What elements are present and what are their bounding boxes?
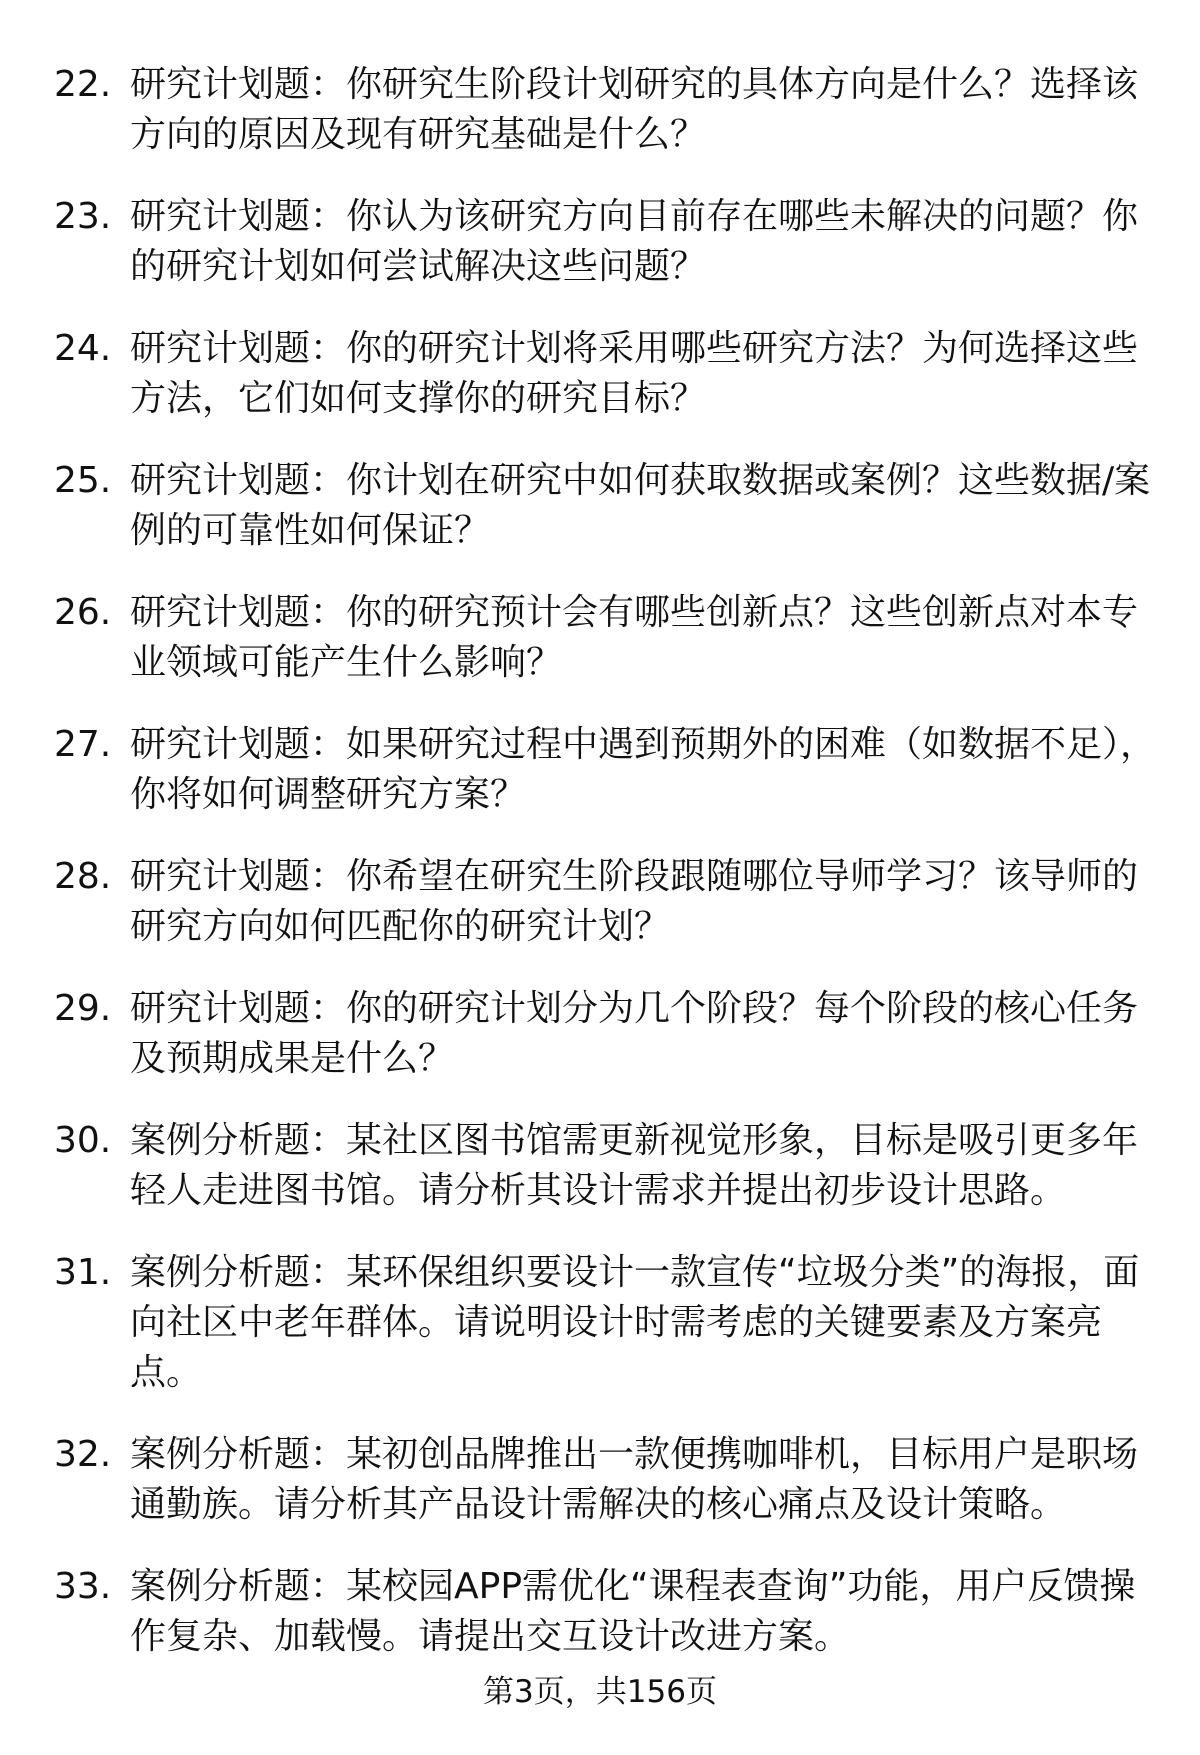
question-text: 研究计划题：你希望在研究生阶段跟随哪位导师学习？该导师的研究方向如何匹配你的研究计划？ — [130, 856, 1139, 947]
question-item — [0, 60, 1200, 160]
question-number: 31. — [54, 1252, 112, 1293]
question-text: 研究计划题：你的研究计划分为几个阶段？每个阶段的核心任务及预期成果是什么？ — [130, 988, 1139, 1079]
question-item — [0, 984, 1200, 1084]
question-item — [0, 1430, 1200, 1530]
question-number: 30. — [54, 1120, 112, 1161]
question-text: 研究计划题：你认为该研究方向目前存在哪些未解决的问题？你的研究计划如何尝试解决这些问题？ — [130, 196, 1139, 287]
question-number: 33. — [54, 1566, 112, 1607]
question-number: 22. — [54, 64, 112, 105]
question-text: 案例分析题：某环保组织要设计一款宣传“垃圾分类”的海报，面向社区中老年群体。请说明设计时需考虑的关键要素及方案亮点。 — [130, 1252, 1140, 1393]
question-text: 研究计划题：你研究生阶段计划研究的具体方向是什么？选择该方向的原因及现有研究基础是什么？ — [130, 64, 1139, 155]
page-number-footer: 第3页，共156页 — [483, 1674, 717, 1710]
question-number: 32. — [54, 1434, 112, 1475]
question-item — [0, 192, 1200, 292]
question-item — [0, 588, 1200, 688]
question-text: 研究计划题：你的研究计划将采用哪些研究方法？为何选择这些方法，它们如何支撑你的研究目标？ — [130, 328, 1139, 419]
question-text: 研究计划题：如果研究过程中遇到预期外的困难（如数据不足），你将如何调整研究方案？ — [130, 724, 1157, 815]
question-item — [0, 324, 1200, 424]
question-text: 案例分析题：某社区图书馆需更新视觉形象，目标是吸引更多年轻人走进图书馆。请分析其设计需求并提出初步设计思路。 — [130, 1120, 1139, 1211]
question-text: 案例分析题：某初创品牌推出一款便携咖啡机，目标用户是职场通勤族。请分析其产品设计需解决的核心痛点及设计策略。 — [130, 1434, 1139, 1525]
question-number: 28. — [54, 856, 112, 897]
question-item — [0, 1116, 1200, 1216]
question-number: 24. — [54, 328, 112, 369]
question-number: 29. — [54, 988, 112, 1029]
question-item — [0, 852, 1200, 952]
question-number: 25. — [54, 460, 112, 501]
question-text: 研究计划题：你的研究预计会有哪些创新点？这些创新点对本专业领域可能产生什么影响？ — [130, 592, 1139, 683]
question-text: 案例分析题：某校园APP需优化“课程表查询”功能，用户反馈操作复杂、加载慢。请提出交互设计改进方案。 — [130, 1566, 1136, 1657]
question-number: 23. — [54, 196, 112, 237]
question-item — [0, 720, 1200, 820]
question-list — [0, 60, 1200, 1694]
question-item — [0, 456, 1200, 556]
question-item — [0, 1248, 1200, 1398]
question-number: 26. — [54, 592, 112, 633]
question-text: 研究计划题：你计划在研究中如何获取数据或案例？这些数据/案例的可靠性如何保证？ — [130, 460, 1151, 551]
question-item — [0, 1562, 1200, 1662]
question-number: 27. — [54, 724, 112, 765]
